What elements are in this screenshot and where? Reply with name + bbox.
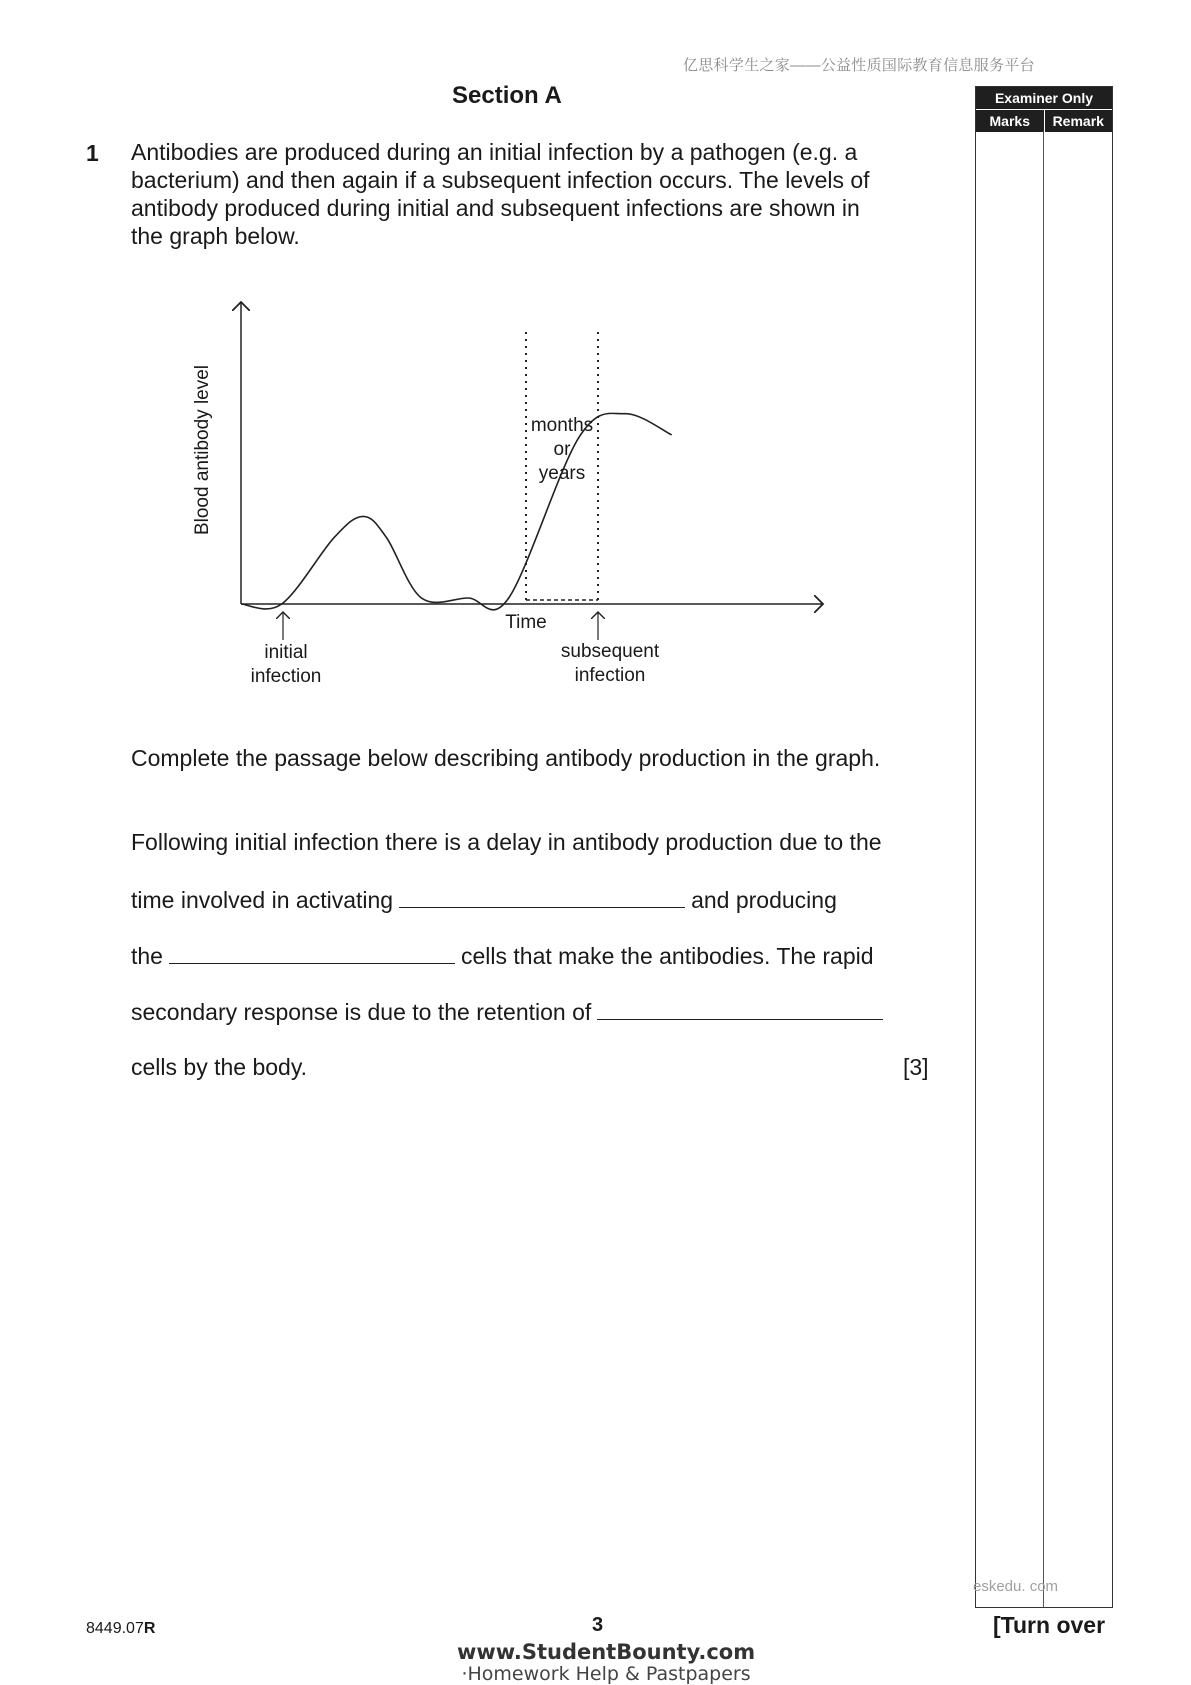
answer-blank-3[interactable]	[597, 997, 883, 1020]
eskedu-watermark: eskedu. com	[973, 1578, 1059, 1595]
paper-code	[86, 1620, 155, 1638]
question-number: 1	[86, 140, 99, 166]
question-instruction: Complete the passage below describing antibody production in the graph.	[131, 745, 881, 771]
question-intro	[131, 138, 931, 250]
passage-line-4	[131, 997, 889, 1026]
paper-code-number: 8449.07	[86, 1620, 144, 1637]
passage-text: cells that make the antibodies. The rapid	[460, 943, 874, 969]
studentbounty-url: www.StudentBounty.com	[457, 1640, 756, 1664]
passage-text: time involved in activating	[131, 887, 394, 913]
gap-label-line: years	[538, 463, 586, 484]
header-watermark: 亿思科学生之家——公益性质国际教育信息服务平台	[683, 57, 1035, 74]
turn-over-label: [Turn over	[993, 1612, 1106, 1638]
initial-infection-label: infection	[250, 666, 322, 687]
subsequent-infection-label: infection	[574, 665, 646, 686]
x-axis-label: Time	[505, 612, 547, 633]
examiner-columns	[976, 109, 1112, 132]
column-divider	[1043, 131, 1044, 1607]
passage-text: and producing	[691, 887, 837, 913]
antibody-graph	[180, 290, 840, 690]
paper-code-suffix: R	[143, 1620, 156, 1637]
section-title: Section A	[452, 82, 562, 109]
passage-line-5: cells by the body.	[131, 1054, 308, 1080]
answer-blank-2[interactable]	[169, 941, 455, 964]
studentbounty-tagline: ·Homework Help & Pastpapers	[461, 1663, 751, 1685]
passage-line-3	[131, 941, 874, 970]
page-number: 3	[592, 1614, 604, 1636]
examiner-only-title: Examiner Only	[976, 87, 1112, 109]
passage-text: the	[131, 943, 163, 969]
studentbounty-logo	[457, 1640, 755, 1685]
passage-line-1: Following initial infection there is a delay in antibody production due to the	[131, 829, 882, 855]
intro-line: the graph below.	[131, 223, 300, 249]
marks-allocation: [3]	[903, 1054, 929, 1080]
intro-line: bacterium) and then again if a subsequent infection occurs. The levels of	[131, 167, 870, 193]
remark-column-header: Remark	[1052, 113, 1104, 129]
passage-text: secondary response is due to the retention of	[131, 999, 592, 1025]
subsequent-infection-label: subsequent	[560, 641, 660, 662]
y-axis-label: Blood antibody level	[192, 364, 213, 536]
examiner-only-box	[975, 86, 1113, 1608]
antibody-curve	[241, 413, 672, 609]
answer-blank-1[interactable]	[399, 885, 685, 908]
gap-label-line: or	[553, 439, 571, 460]
marks-column-header: Marks	[976, 110, 1045, 132]
gap-label-line: months	[530, 415, 594, 436]
passage-line-2	[131, 885, 837, 914]
intro-line: Antibodies are produced during an initial infection by a pathogen (e.g. a	[131, 139, 858, 165]
initial-infection-label: initial	[264, 642, 308, 663]
intro-line: antibody produced during initial and subsequent infections are shown in	[131, 195, 860, 221]
